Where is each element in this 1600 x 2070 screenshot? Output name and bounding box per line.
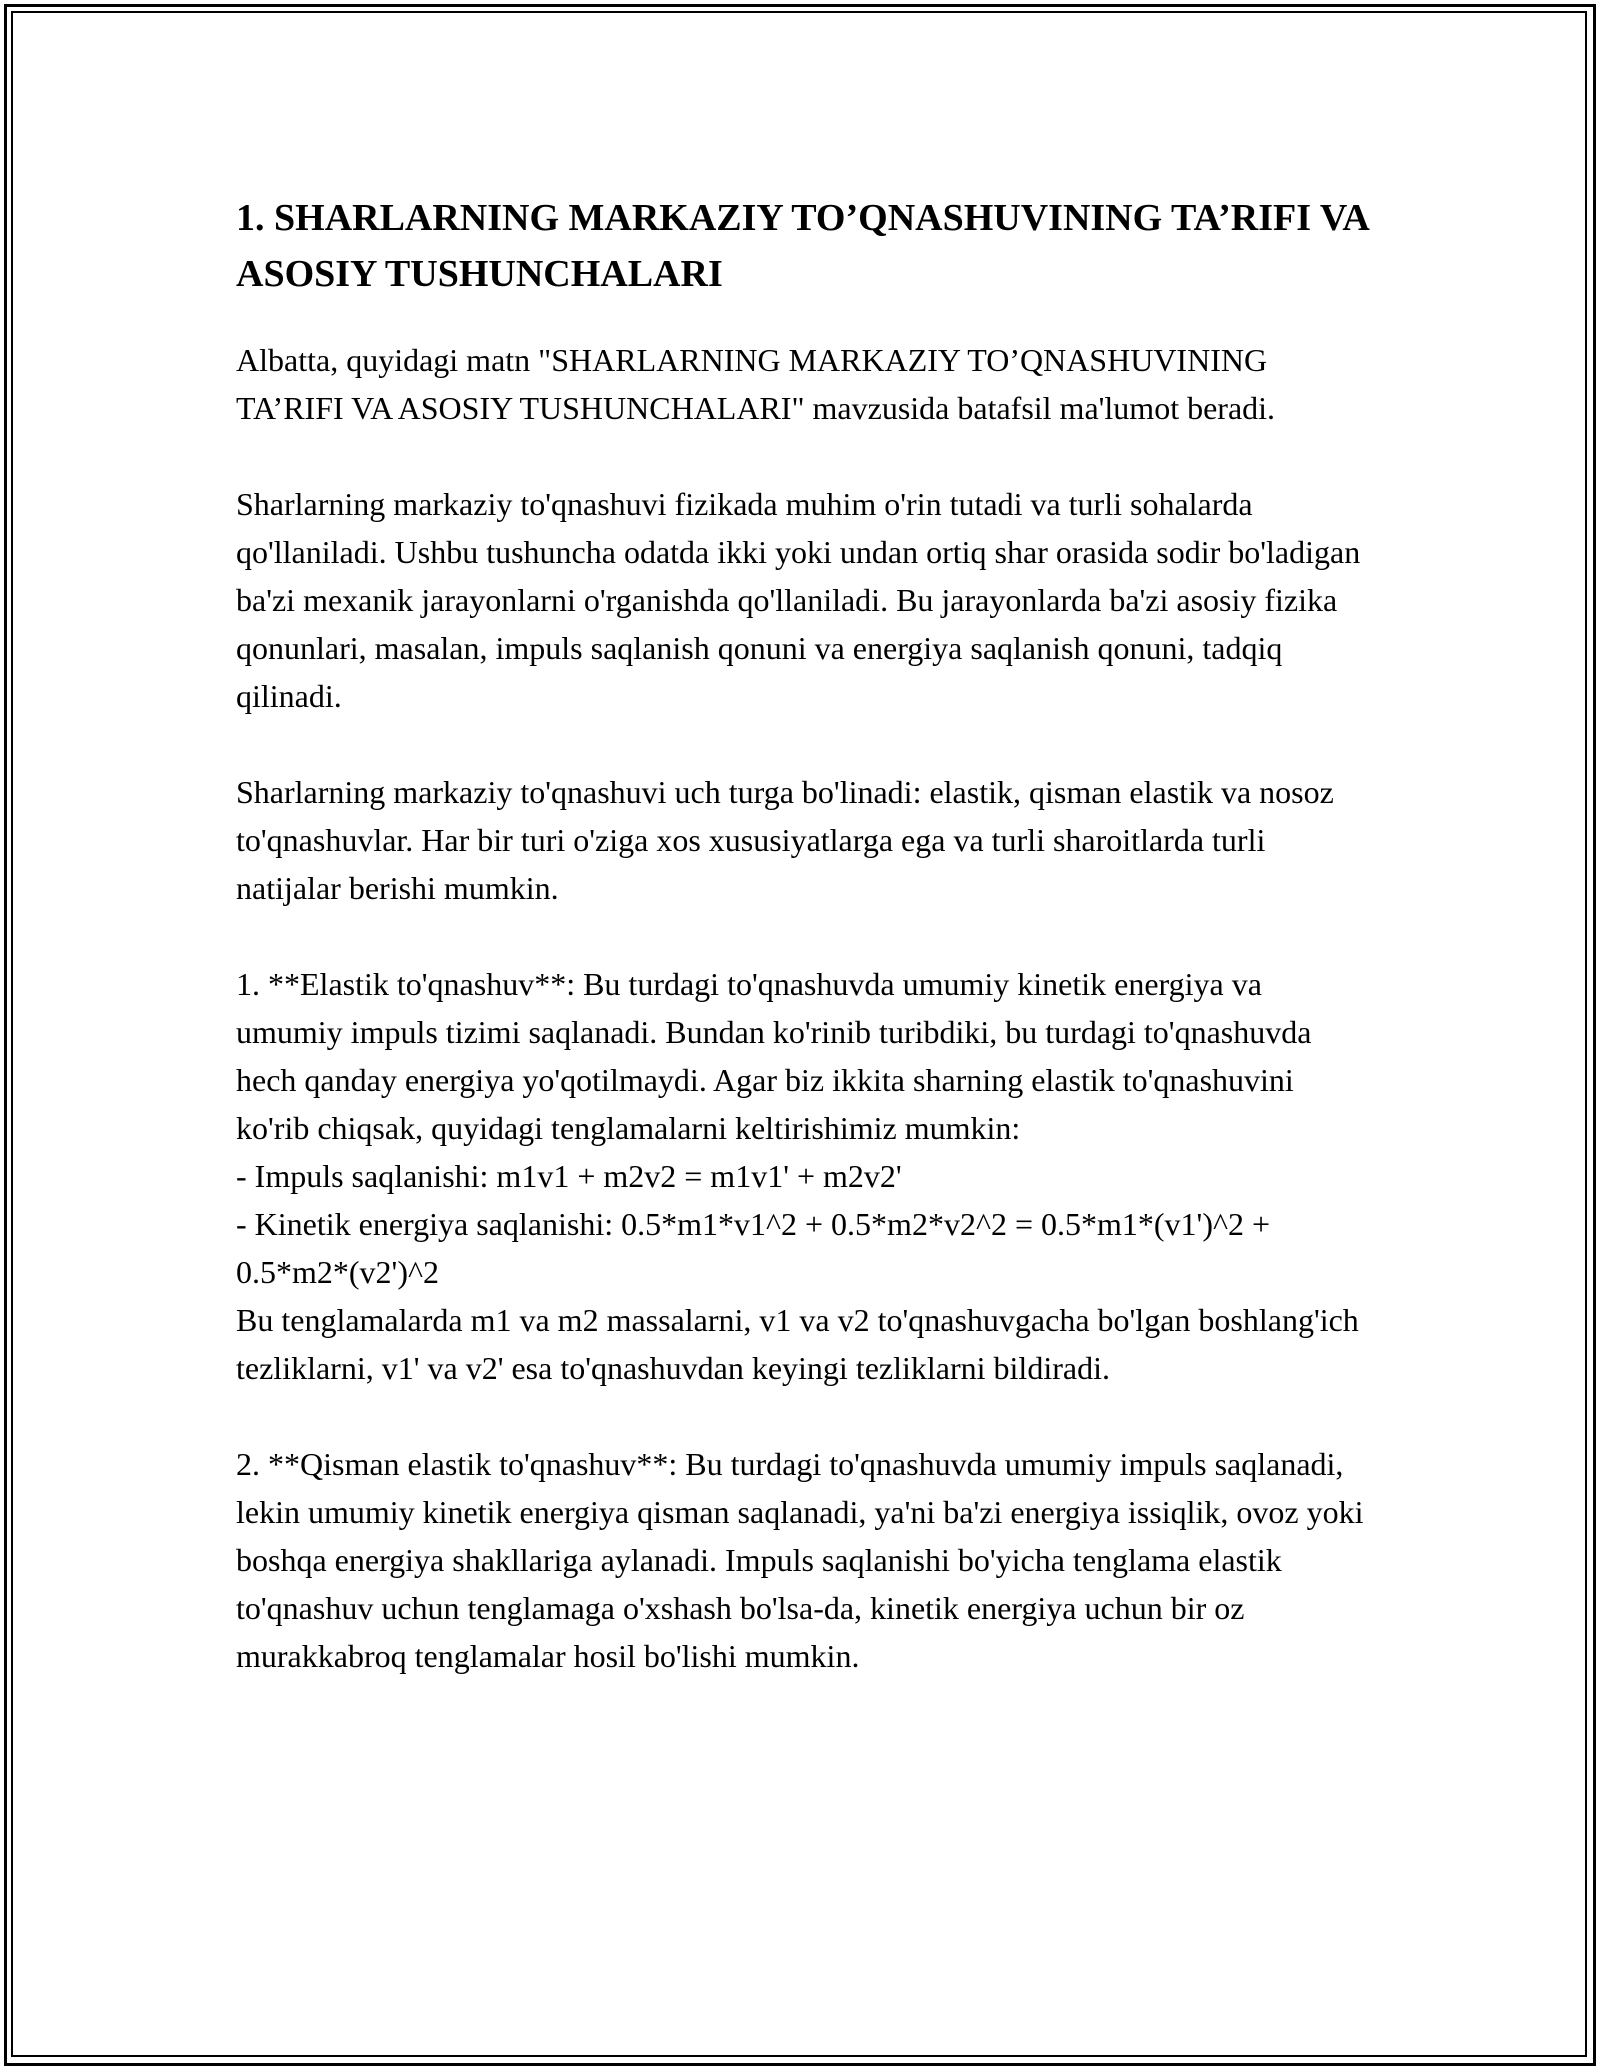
intro-paragraph: Albatta, quyidagi matn "SHARLARNING MARKAZIY TO’QNASHUVINING TA’RIFI VA ASOSIY TUSHUNCHALARI" mavzusida batafsil ma'lumot beradi. bbox=[236, 342, 1276, 426]
document-title: 1. SHARLARNING MARKAZIY TO’QNASHUVINING TA’RIFI VA ASOSIY TUSHUNCHALARI bbox=[236, 197, 1368, 295]
document-body bbox=[236, 190, 1371, 1680]
paragraph-spacer bbox=[236, 720, 1371, 768]
paragraph-spacer bbox=[236, 912, 1371, 960]
definition-paragraph: Sharlarning markaziy to'qnashuvi fizikada muhim o'rin tutadi va turli sohalarda qo'llaniladi. Ushbu tushuncha odatda ikki yoki undan ortiq shar orasida sodir bo'ladigan ba'zi mexanik jarayonlarni o'rganishda qo'llaniladi. Bu jarayonlarda ba'zi asosiy fizika qonunlari, masalan, impuls saqlanish qonuni va energiya saqlanish qonuni, tadqiq qilinadi. bbox=[236, 486, 1361, 714]
partially-elastic-collision-section: 2. **Qisman elastik to'qnashuv**: Bu turdagi to'qnashuvda umumiy impuls saqlanadi, lekin umumiy kinetik energiya qisman saqlanadi, ya'ni ba'zi energiya issiqlik, ovoz yoki boshqa energiya shakllariga aylanadi. Impuls saqlanishi bo'yicha tenglama elastik to'qnashuv uchun tenglamaga o'xshash bo'lsa-da, kinetik energiya uchun bir oz murakkabroq tenglamalar hosil bo'lishi mumkin. bbox=[236, 1446, 1364, 1674]
collision-types-paragraph: Sharlarning markaziy to'qnashuvi uch turga bo'linadi: elastik, qisman elastik va nosoz to'qnashuvlar. Har bir turi o'ziga xos xususiyatlarga ega va turli sharoitlarda turli natijalar berishi mumkin. bbox=[236, 774, 1334, 906]
paragraph-spacer bbox=[236, 432, 1371, 480]
elastic-collision-section: 1. **Elastik to'qnashuv**: Bu turdagi to'qnashuvda umumiy kinetik energiya va umumiy impuls tizimi saqlanadi. Bundan ko'rinib turibdiki, bu turdagi to'qnashuvda hech qanday energiya yo'qotilmaydi. Agar biz ikkita sharning elastik to'qnashuvini ko'rib chiqsak, quyidagi tenglamalarni keltirishimiz mumkin: - Impuls saqlanishi: m1v1 + m2v2 = m1v1' + m2v2' - Kinetik energiya saqlanishi: 0.5*m1*v1^2 + 0.5*m2*v2^2 = 0.5*m1*(v1')^2 + 0.5*m2*(v2')^2 Bu tenglamalarda m1 va m2 massalarni, v1 va v2 to'qnashuvgacha bo'lgan boshlang'ich tezliklarni, v1' va v2' esa to'qnashuvdan keyingi tezliklarni bildiradi. bbox=[236, 966, 1359, 1386]
paragraph-spacer bbox=[236, 1392, 1371, 1440]
